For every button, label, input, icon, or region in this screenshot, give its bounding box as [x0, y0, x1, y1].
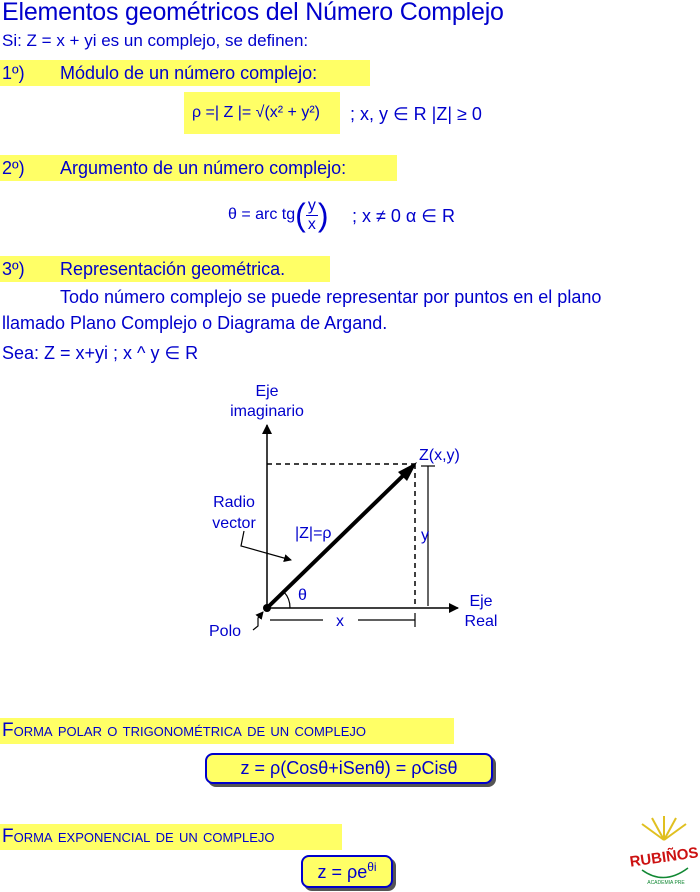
theta-arc — [284, 592, 290, 608]
section1-number: 1º) — [2, 63, 25, 83]
argument-note: ; x ≠ 0 α ∈ R — [352, 206, 455, 226]
left-paren: ( — [295, 197, 306, 233]
section3-label: Representación geométrica. — [60, 259, 286, 279]
fraction-numerator: y — [307, 196, 316, 214]
section2-number: 2º) — [2, 158, 25, 178]
radio-label-1: Radio — [213, 494, 255, 511]
intro-text: Si: Z = x + yi es un complejo, se definen: — [2, 31, 309, 50]
radio-vector-pointer — [241, 531, 291, 560]
exponential-exponent: θi — [367, 860, 377, 874]
paragraph-line1: Todo número complejo se puede representar por puntos en el plano — [60, 287, 602, 307]
exponential-heading: Forma exponencial de un complejo — [0, 824, 342, 850]
sea-line: Sea: Z = x+yi ; x ^ y ∈ R — [2, 343, 199, 363]
exponential-base: z = ρe — [317, 862, 368, 882]
point-label: Z(x,y) — [419, 447, 460, 464]
y-label: y — [421, 527, 429, 544]
eje-imag-label-2: imaginario — [230, 403, 304, 420]
exponential-formula-box — [301, 855, 393, 888]
rubinos-logo — [628, 812, 700, 890]
logo-rays — [642, 816, 686, 840]
x-label: x — [336, 613, 344, 630]
eje-imag-label-1: Eje — [255, 383, 279, 400]
modulus-formula-text: ρ =| Z |= √(x² + y²) — [192, 104, 320, 121]
eje-real-label-2: Real — [464, 613, 498, 630]
page-title: Elementos geométricos del Número Complejo — [2, 0, 504, 26]
origin-point — [263, 604, 271, 612]
polo-label: Polo — [209, 623, 242, 640]
polar-formula: z = ρ(Cosθ+iSenθ) = ρCisθ — [240, 758, 458, 778]
section1-label: Módulo de un número complejo: — [60, 63, 318, 83]
logo-arc — [642, 868, 688, 878]
theta-label: θ — [298, 587, 307, 604]
polar-heading: Forma polar o trigonométrica de un complejo — [0, 718, 454, 744]
radio-label-2: vector — [212, 515, 256, 532]
radius-vector — [267, 466, 413, 608]
modulus-label: |Z|=ρ — [295, 525, 332, 542]
argument-prefix: θ = arc tg — [228, 206, 296, 223]
section3-number: 3º) — [2, 259, 25, 279]
modulus-note: ; x, y ∈ R |Z| ≥ 0 — [350, 104, 482, 124]
fraction-denominator: x — [307, 215, 316, 233]
section2-label: Argumento de un número complejo: — [60, 158, 347, 178]
polo-pointer — [253, 612, 263, 630]
logo-text: RUBIÑOS — [628, 844, 700, 871]
right-paren: ) — [317, 197, 329, 233]
paragraph-line2: llamado Plano Complejo o Diagrama de Argand. — [2, 313, 388, 333]
logo-subtext: ACADEMIA PRE — [647, 880, 685, 886]
polar-formula-box — [205, 753, 493, 784]
eje-real-label-1: Eje — [469, 593, 493, 610]
